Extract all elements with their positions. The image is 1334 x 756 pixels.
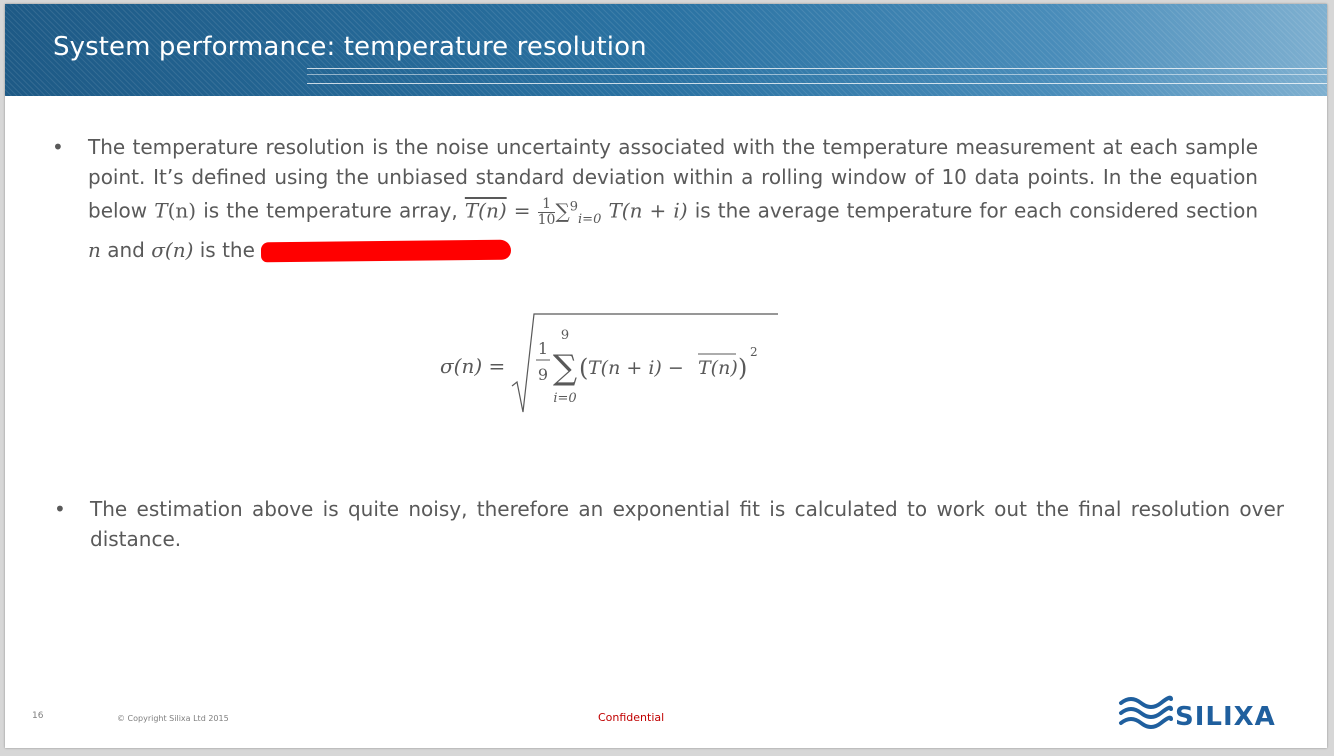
slide-title: System performance: temperature resolution: [53, 32, 647, 62]
fraction-one-tenth: [538, 197, 556, 228]
sigma-equation: [430, 304, 790, 424]
sum-symbol: ∑: [555, 198, 570, 223]
var-section-n: n: [88, 237, 101, 262]
avg-temperature-expr: T(n): [464, 198, 507, 223]
equation-rhs: [510, 304, 785, 424]
sum-lower: i=0: [578, 211, 602, 227]
eq-close-paren: ): [738, 354, 748, 382]
eq-sum-symbol: ∑: [552, 348, 578, 388]
bullet2-text: The estimation above is quite noisy, therefore an exponential fit is calculated to work out the final resolution over distance.: [90, 497, 1284, 551]
eq-open-paren: (: [579, 354, 589, 382]
bullet1-text-e: is the: [199, 237, 255, 262]
header-decoration-lines: [307, 68, 1327, 84]
eq-term1: T(n + i) −: [588, 357, 684, 379]
logo-wordmark: SILIXA: [1175, 702, 1276, 732]
bullet1-text-d: and: [107, 237, 145, 262]
bullet1-text-c: is the average temperature for each considered section: [694, 198, 1259, 223]
eq-frac-numerator: 1: [537, 339, 549, 358]
bullet1-text-a: The temperature resolution is the noise uncertainty associated with the temperature measurement at each sample point. It’s defined using the unbiased standard deviation within a rolling window of 10 data points. In the equation below: [88, 135, 1258, 223]
var-n-paren: (n): [167, 198, 197, 223]
equation-lhs: σ(n) =: [440, 354, 506, 378]
eq-exponent: 2: [750, 345, 758, 359]
frac-numerator: 1: [538, 197, 556, 213]
inline-sum: [555, 198, 602, 227]
bullet1-text-b: is the temperature array,: [203, 198, 458, 223]
copyright-notice: © Copyright Silixa Ltd 2015: [117, 714, 229, 723]
logo-wave-icon: [1121, 698, 1171, 727]
var-T: T: [154, 198, 168, 223]
eq-sum-upper: 9: [560, 328, 570, 343]
bullet-marker: •: [52, 135, 64, 159]
bullet-estimation: [54, 494, 1284, 554]
title-bar: [5, 4, 1327, 96]
bullet-temperature-resolution: [52, 132, 1259, 265]
eq-term2: T(n): [698, 357, 738, 379]
eq-sum-lower: i=0: [553, 391, 577, 406]
eq-frac-denominator: 9: [537, 365, 549, 384]
slide: [5, 4, 1327, 748]
silixa-logo: [1115, 689, 1315, 739]
sum-term: T(n + i): [608, 198, 688, 223]
confidential-label: Confidential: [598, 711, 665, 724]
slide-number: 16: [32, 711, 44, 721]
bullet-marker: •: [54, 497, 66, 521]
equals-sign: =: [513, 198, 531, 223]
redaction-mark: [261, 240, 511, 263]
frac-denominator: 10: [537, 211, 556, 228]
sum-upper: 9: [569, 199, 579, 214]
sigma-expr: σ(n): [151, 237, 194, 262]
